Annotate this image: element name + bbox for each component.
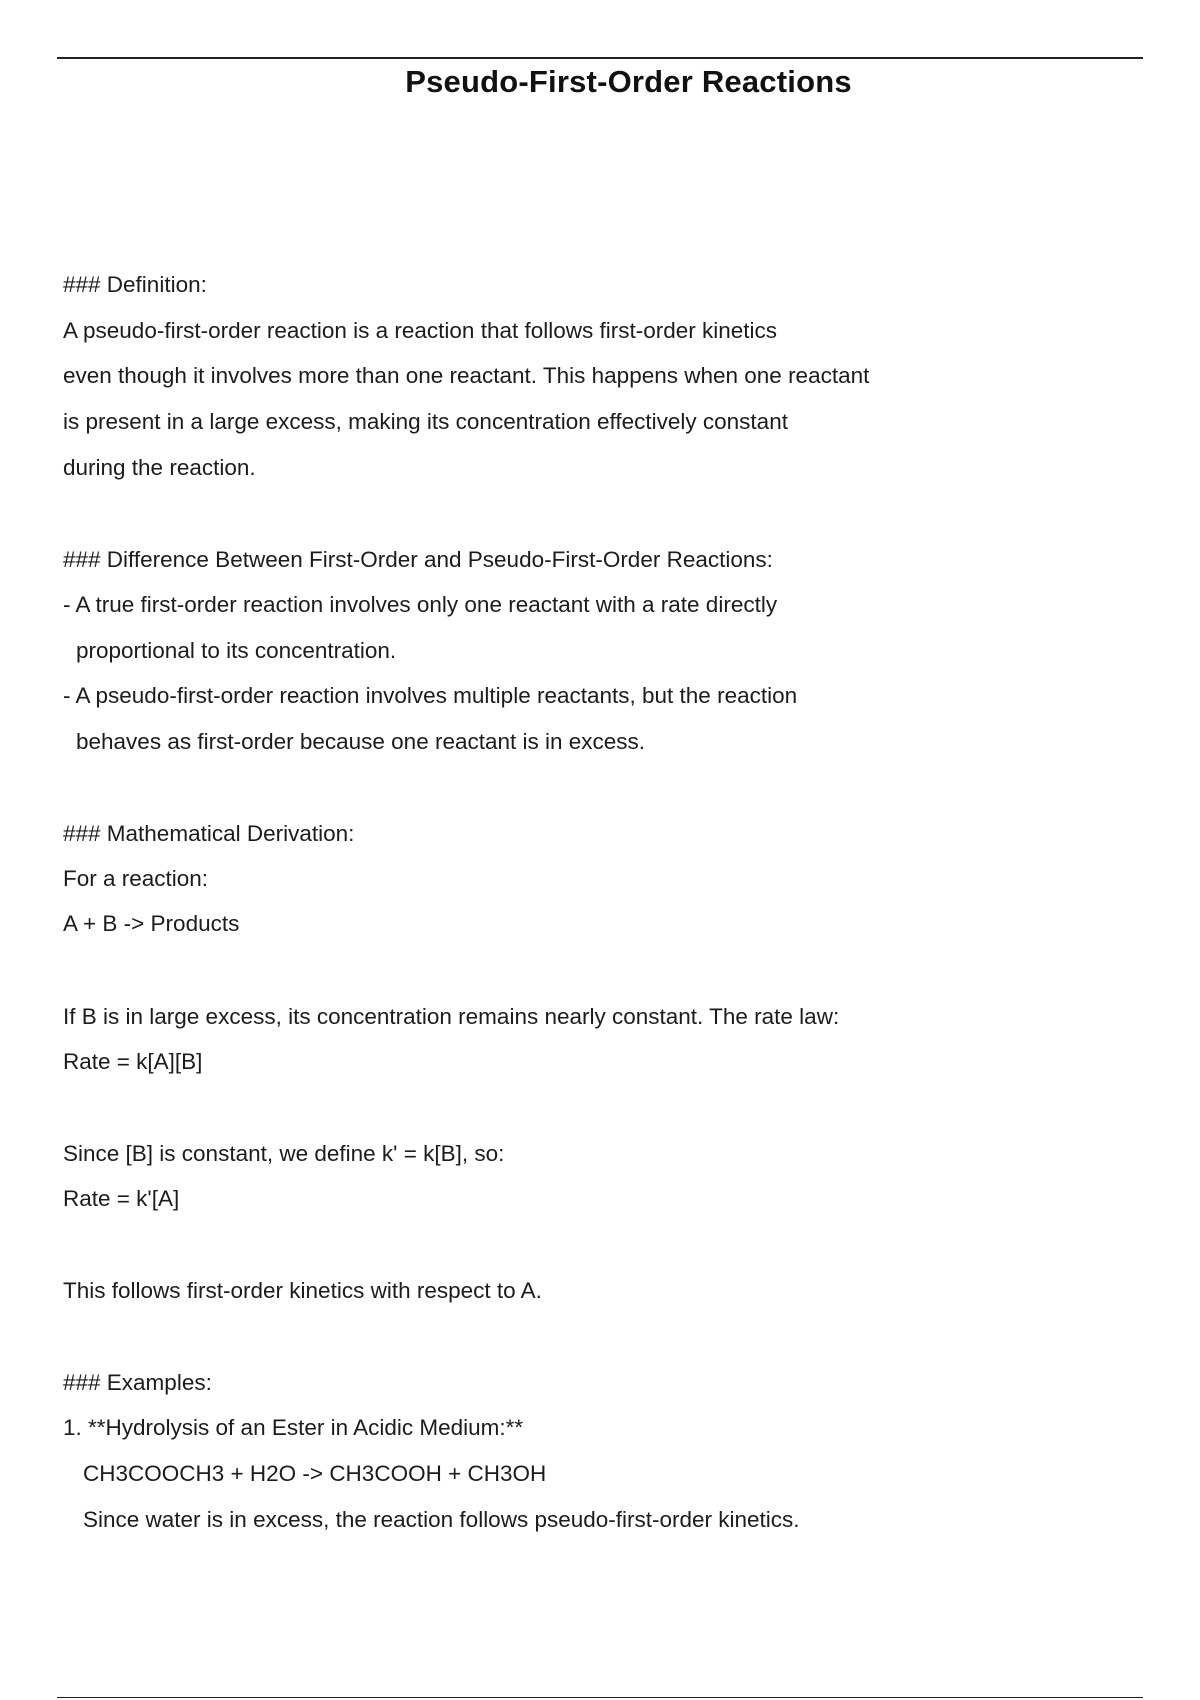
reaction-equation: A + B -> Products: [63, 911, 240, 936]
example-1-title: 1. **Hydrolysis of an Ester in Acidic Medium:**: [63, 1415, 524, 1440]
rate-law-2: Rate = k'[A]: [63, 1186, 180, 1211]
derivation-line-3: Since [B] is constant, we define k' = k[B], so:: [63, 1141, 505, 1166]
definition-line-4: during the reaction.: [63, 455, 256, 480]
heading-examples: ### Examples:: [63, 1370, 212, 1395]
definition-line-2: even though it involves more than one reactant. This happens when one reactant: [63, 363, 870, 388]
derivation-conclusion: This follows first-order kinetics with respect to A.: [63, 1278, 542, 1303]
example-1-note: Since water is in excess, the reaction follows pseudo-first-order kinetics.: [83, 1507, 800, 1532]
top-rule: [57, 57, 1143, 59]
definition-line-1: A pseudo-first-order reaction is a reaction that follows first-order kinetics: [63, 318, 778, 343]
rate-law-1: Rate = k[A][B]: [63, 1049, 203, 1074]
derivation-line-2: If B is in large excess, its concentration remains nearly constant. The rate law:: [63, 1004, 840, 1029]
difference-bullet-2: - A pseudo-first-order reaction involves multiple reactants, but the reaction: [63, 683, 798, 708]
heading-definition: ### Definition:: [63, 272, 207, 297]
derivation-line-1: For a reaction:: [63, 866, 209, 891]
example-1-equation: CH3COOCH3 + H2O -> CH3COOH + CH3OH: [83, 1461, 547, 1486]
heading-derivation: ### Mathematical Derivation:: [63, 821, 355, 846]
bottom-rule: [57, 1697, 1143, 1698]
heading-difference: ### Difference Between First-Order and Pseudo-First-Order Reactions:: [63, 547, 773, 572]
definition-line-3: is present in a large excess, making its concentration effectively constant: [63, 409, 788, 434]
difference-bullet-2-cont: behaves as first-order because one reactant is in excess.: [76, 729, 646, 754]
difference-bullet-1-cont: proportional to its concentration.: [76, 638, 397, 663]
difference-bullet-1: - A true first-order reaction involves only one reactant with a rate directly: [63, 592, 778, 617]
page-title: Pseudo-First-Order Reactions: [405, 64, 852, 99]
